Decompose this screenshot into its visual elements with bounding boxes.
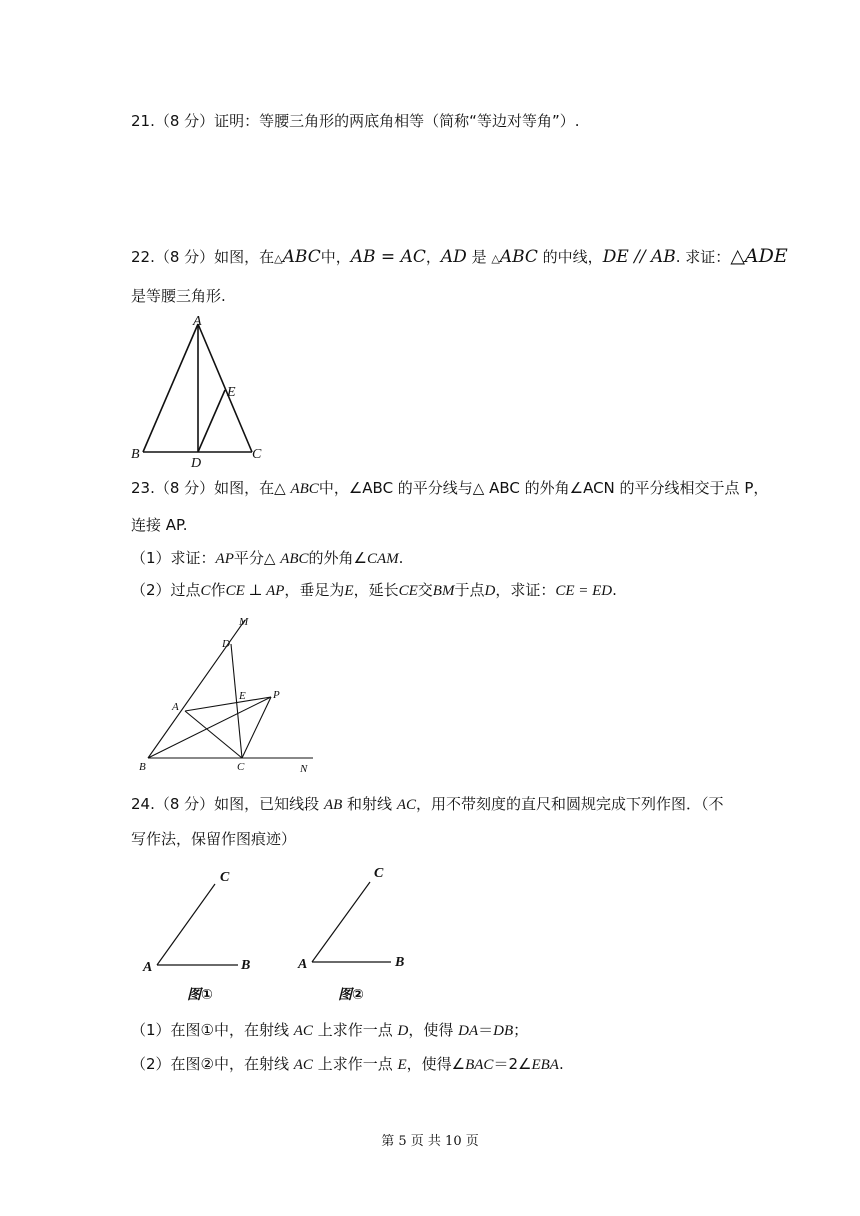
label-b: B	[131, 447, 140, 462]
text: E	[344, 583, 354, 599]
segment-ac	[185, 711, 242, 758]
label-d: D	[222, 638, 230, 650]
triangle-symbol: △	[274, 252, 283, 265]
math-ad: AD	[440, 247, 467, 267]
question-21	[131, 111, 579, 131]
ray-ac	[157, 884, 215, 965]
text: （2）在图②中，在射线	[131, 1055, 294, 1073]
text: CE = ED	[555, 583, 613, 599]
ray-bm	[148, 620, 245, 758]
label-n: N	[300, 763, 308, 775]
label-a: A	[298, 957, 308, 972]
text: ，用不带刻度的直尺和圆规完成下列作图．（不	[415, 795, 724, 813]
label-b: B	[395, 955, 405, 970]
ray-ac	[312, 882, 370, 962]
question-22-head: 22.（8 分）如图，在	[131, 248, 275, 266]
text: 上求作一点	[312, 1055, 398, 1073]
label-a: A	[193, 314, 202, 329]
text: 是	[466, 248, 492, 266]
label-p: P	[273, 689, 280, 701]
text: .	[612, 581, 617, 599]
question-23-part-1	[131, 548, 403, 569]
math-ab-eq-ac: AB = AC	[350, 247, 426, 267]
text: 中，∠ABC 的平分线与△ ABC 的外角∠ACN 的平分线相交于点 P，	[318, 479, 769, 497]
question-23-part-2	[131, 580, 617, 601]
question-23-line-2	[131, 515, 188, 535]
label-m: M	[239, 616, 249, 628]
text: ，垂足为	[284, 581, 345, 599]
figure-q22	[125, 308, 270, 468]
label-a: A	[172, 701, 179, 713]
text: 的外角∠	[308, 549, 367, 567]
question-22-line-1	[131, 246, 788, 269]
figure-q24-1	[140, 862, 270, 1007]
text: 于点	[454, 581, 485, 599]
text: 平分△	[233, 549, 281, 567]
label-c: C	[237, 761, 245, 773]
text: （2）过点	[131, 581, 201, 599]
text: D	[397, 1023, 409, 1039]
text: .	[398, 549, 404, 567]
segment-ab	[143, 324, 198, 452]
label-b: B	[139, 761, 146, 773]
label-c: C	[374, 866, 384, 881]
label-a: A	[143, 960, 153, 975]
text: .	[558, 1055, 564, 1073]
question-22-line-2	[131, 286, 226, 306]
text: 的中线，	[537, 248, 603, 266]
text: 连接 AP.	[131, 516, 188, 534]
question-24-part-1	[131, 1020, 528, 1041]
caption-fig-1: 图①	[187, 987, 213, 1003]
text: BM	[432, 583, 455, 599]
page-number: 第 5 页 共 10 页	[381, 1134, 479, 1149]
math-abc: ABC	[499, 247, 538, 267]
text: （1）在图①中，在射线	[131, 1021, 294, 1039]
text: 作	[210, 581, 226, 599]
text: ，使得∠	[406, 1055, 466, 1073]
text: 23.（8 分）如图，在△	[131, 479, 291, 497]
text: 交	[417, 581, 433, 599]
label-e: E	[239, 690, 246, 702]
text: . 求证：	[675, 248, 731, 266]
text: ，延长	[353, 581, 399, 599]
question-21-text: 21.（8 分）证明：等腰三角形的两底角相等（简称“等边对等角”）.	[131, 112, 580, 130]
text: D	[484, 583, 496, 599]
text: ，求证：	[495, 581, 556, 599]
text: ABC	[280, 551, 309, 567]
text: AP	[215, 551, 234, 567]
math-abc: ABC	[282, 247, 321, 267]
text: CE ⊥ AP	[225, 583, 285, 599]
text: BAC	[465, 1057, 494, 1073]
label-c: C	[220, 870, 230, 885]
figure-q24-2	[295, 858, 425, 1007]
text: AC	[293, 1023, 313, 1039]
question-24-line-1	[131, 794, 724, 815]
caption-fig-2: 图②	[338, 987, 364, 1003]
text: 上求作一点	[312, 1021, 398, 1039]
math-ade: △ADE	[730, 245, 788, 267]
label-b: B	[241, 958, 251, 973]
text: CAM	[366, 551, 399, 567]
text: ＝2∠	[493, 1055, 532, 1073]
text: ABC	[290, 481, 319, 497]
segment-de	[198, 390, 225, 452]
text: （1）求证：	[131, 549, 216, 567]
question-23-line-1	[131, 478, 768, 499]
segment-cp	[242, 697, 271, 758]
text: C	[200, 583, 211, 599]
text: ，	[425, 248, 441, 266]
question-24-line-2	[131, 829, 296, 849]
text: AB	[323, 797, 343, 813]
text: E	[397, 1057, 407, 1073]
label-e: E	[227, 385, 236, 400]
text: AC	[293, 1057, 313, 1073]
text: AC	[396, 797, 416, 813]
text: DA	[458, 1023, 479, 1039]
page-footer	[0, 1130, 860, 1149]
text: DB	[493, 1023, 514, 1039]
text: ；	[513, 1021, 529, 1039]
text: EBA	[531, 1057, 559, 1073]
label-d: D	[191, 456, 202, 468]
text: ，使得	[408, 1021, 459, 1039]
text: 是等腰三角形.	[131, 287, 226, 305]
label-c: C	[252, 447, 262, 462]
math-de-parallel-ab: DE // AB	[602, 247, 676, 267]
text: 和射线	[342, 795, 397, 813]
question-24-part-2	[131, 1054, 564, 1075]
text: 中，	[320, 248, 351, 266]
text: ＝	[478, 1021, 494, 1039]
text: 写作法，保留作图痕迹）	[131, 830, 297, 848]
text: CE	[398, 583, 418, 599]
segment-bp	[148, 697, 271, 758]
triangle-symbol: △	[491, 252, 500, 265]
figure-q23	[130, 610, 330, 778]
text: 24.（8 分）如图，已知线段	[131, 795, 324, 813]
